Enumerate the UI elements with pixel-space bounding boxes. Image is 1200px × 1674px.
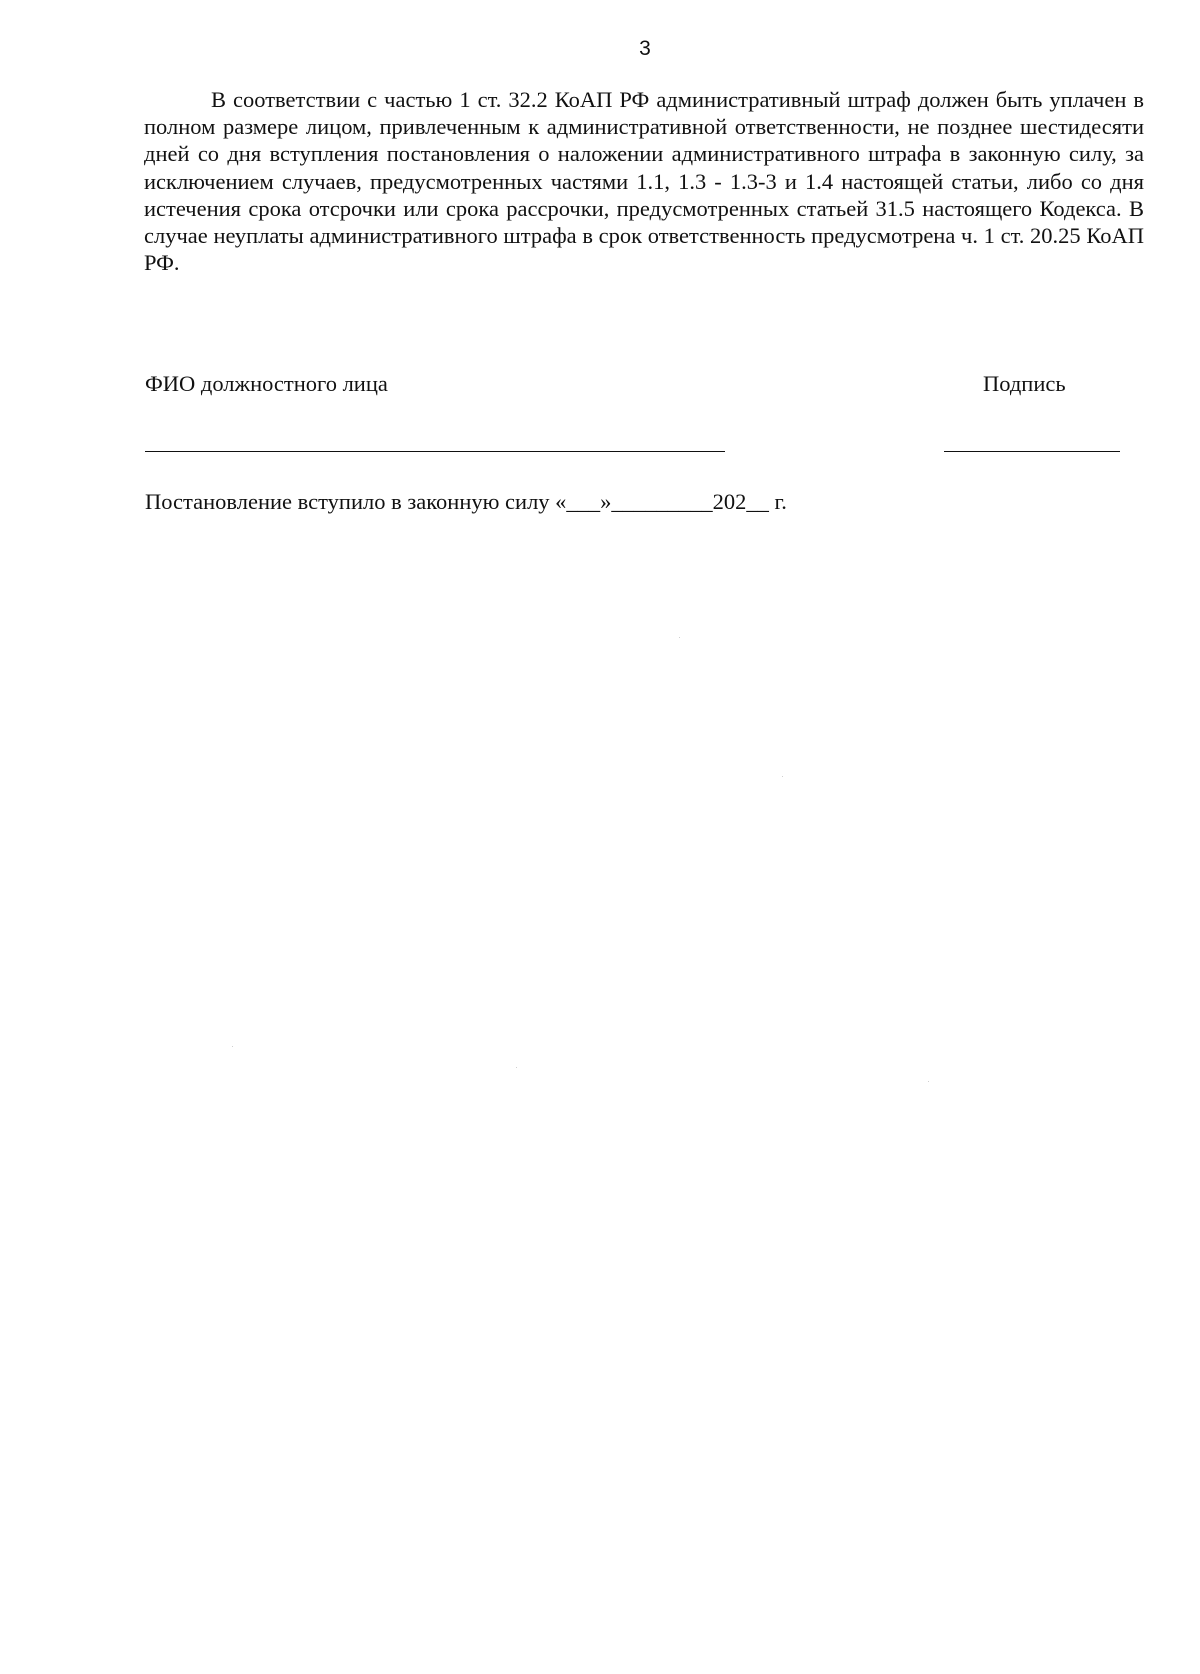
official-name-label: ФИО должностного лица — [145, 371, 388, 396]
fine-payment-paragraph: В соответствии с частью 1 ст. 32.2 КоАП РФ административный штраф должен быть уплачен в полном размере лицом, привлеченным к административной ответственности, не позднее шестидесяти дней со дня вступления постановления о наложении административного штрафа в законную силу, за исключением случаев, предусмотренных частями 1.1, 1.3 - 1.3-3 и 1.4 настоящей статьи, либо со дня истечения срока отсрочки или срока рассрочки, предусмотренных статьей 31.5 настоящего Кодекса. В случае неуплаты административного штрафа в срок ответственность предусмотрена ч. 1 ст. 20.25 КоАП РФ. — [144, 87, 1144, 276]
page-number: 3 — [639, 37, 651, 60]
signature-label: Подпись — [983, 371, 1066, 396]
official-name-line — [145, 451, 725, 452]
scan-speck — [679, 637, 680, 638]
scan-speck — [516, 1067, 517, 1068]
scan-speck — [782, 776, 783, 777]
scan-speck — [232, 1046, 233, 1047]
signature-line — [944, 451, 1120, 452]
scan-speck — [928, 1081, 929, 1082]
effective-date-line: Постановление вступило в законную силу «___»_________202__ г. — [145, 489, 787, 514]
